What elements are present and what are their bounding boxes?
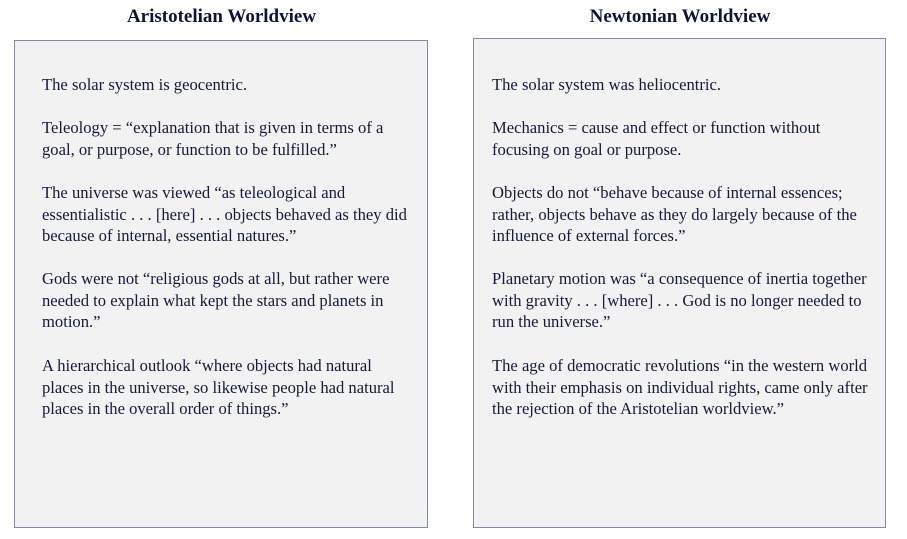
newtonian-point-democratic-revolutions: The age of democratic revolutions “in the western world with their emphasis on individual rights, came only after the rejection of the Aristotelian worldview.”	[492, 356, 868, 419]
aristotelian-point-gods: Gods were not “religious gods at all, but rather were needed to explain what kept the stars and planets in motion.”	[42, 269, 390, 332]
aristotelian-point-teleology: Teleology = “explanation that is given in terms of a goal, or purpose, or function to be fulfilled.”	[42, 118, 384, 159]
aristotelian-point-essentialism: The universe was viewed “as teleological and essentialistic . . . [here] . . . objects behaved as they did because of internal, essential natures.”	[42, 183, 407, 246]
aristotelian-point-hierarchy: A hierarchical outlook “where objects had natural places in the universe, so likewise people had natural places in the overall order of things.”	[42, 356, 395, 419]
aristotelian-panel	[14, 40, 428, 528]
newtonian-point-external-forces: Objects do not “behave because of internal essences; rather, objects behave as they do largely because of the influence of external forces.”	[492, 183, 857, 246]
aristotelian-title: Aristotelian Worldview	[126, 6, 317, 27]
newtonian-point-heliocentric: The solar system was heliocentric.	[492, 75, 722, 94]
aristotelian-point-geocentric: The solar system is geocentric.	[42, 75, 248, 94]
newtonian-title: Newtonian Worldview	[589, 6, 771, 27]
newtonian-point-mechanics: Mechanics = cause and effect or function without focusing on goal or purpose.	[492, 118, 821, 159]
newtonian-panel	[473, 38, 886, 528]
newtonian-point-planetary-motion: Planetary motion was “a consequence of inertia together with gravity . . . [where] . . . God is no longer needed to run the universe.”	[492, 269, 867, 332]
